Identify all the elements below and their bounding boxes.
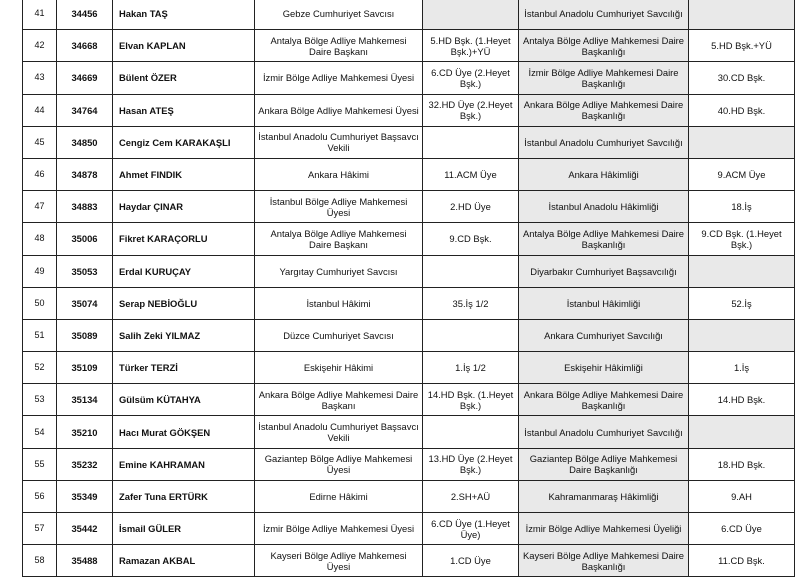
row-number: 46 xyxy=(23,158,57,190)
person-name: Salih Zeki YILMAZ xyxy=(113,319,255,351)
current-post: Edirne Hâkimi xyxy=(255,480,423,512)
current-role: 6.CD Üye (2.Heyet Bşk.) xyxy=(423,62,519,94)
current-role xyxy=(423,126,519,158)
table-row xyxy=(23,30,795,62)
new-post: İzmir Bölge Adliye Mahkemesi Üyeliği xyxy=(519,513,689,545)
new-role xyxy=(689,319,795,351)
current-post: İstanbul Hâkimi xyxy=(255,287,423,319)
row-number: 48 xyxy=(23,223,57,255)
row-number: 45 xyxy=(23,126,57,158)
current-role xyxy=(423,255,519,287)
registry-number: 35053 xyxy=(57,255,113,287)
row-number: 55 xyxy=(23,448,57,480)
current-post: Ankara Hâkimi xyxy=(255,158,423,190)
person-name: İsmail GÜLER xyxy=(113,513,255,545)
person-name: Haydar ÇINAR xyxy=(113,191,255,223)
new-post: Eskişehir Hâkimliği xyxy=(519,352,689,384)
current-post: Ankara Bölge Adliye Mahkemesi Üyesi xyxy=(255,94,423,126)
person-name: Zafer Tuna ERTÜRK xyxy=(113,480,255,512)
registry-number: 35349 xyxy=(57,480,113,512)
current-post: Yargıtay Cumhuriyet Savcısı xyxy=(255,255,423,287)
new-post: Diyarbakır Cumhuriyet Başsavcılığı xyxy=(519,255,689,287)
table-row xyxy=(23,513,795,545)
table-row xyxy=(23,223,795,255)
current-role: 14.HD Bşk. (1.Heyet Bşk.) xyxy=(423,384,519,416)
row-number: 54 xyxy=(23,416,57,448)
current-post: Antalya Bölge Adliye Mahkemesi Daire Başkanı xyxy=(255,30,423,62)
person-name: Bülent ÖZER xyxy=(113,62,255,94)
new-role: 40.HD Bşk. xyxy=(689,94,795,126)
new-role: 9.CD Bşk. (1.Heyet Bşk.) xyxy=(689,223,795,255)
registry-number: 35232 xyxy=(57,448,113,480)
table-row xyxy=(23,352,795,384)
table-row xyxy=(23,126,795,158)
registry-number: 35134 xyxy=(57,384,113,416)
row-number: 47 xyxy=(23,191,57,223)
registry-number: 34850 xyxy=(57,126,113,158)
registry-number: 34764 xyxy=(57,94,113,126)
new-role: 9.ACM Üye xyxy=(689,158,795,190)
new-role: 9.AH xyxy=(689,480,795,512)
current-post: İstanbul Anadolu Cumhuriyet Başsavcı Vekili xyxy=(255,416,423,448)
new-role: 30.CD Bşk. xyxy=(689,62,795,94)
new-role xyxy=(689,255,795,287)
current-role: 6.CD Üye (1.Heyet Üye) xyxy=(423,513,519,545)
new-post: Antalya Bölge Adliye Mahkemesi Daire Başkanlığı xyxy=(519,30,689,62)
current-post: İstanbul Bölge Adliye Mahkemesi Üyesi xyxy=(255,191,423,223)
person-name: Türker TERZİ xyxy=(113,352,255,384)
person-name: Gülsüm KÜTAHYA xyxy=(113,384,255,416)
table-row xyxy=(23,480,795,512)
table-row xyxy=(23,62,795,94)
table-row xyxy=(23,319,795,351)
registry-number: 34878 xyxy=(57,158,113,190)
current-post: Gaziantep Bölge Adliye Mahkemesi Üyesi xyxy=(255,448,423,480)
registry-number: 34883 xyxy=(57,191,113,223)
new-role: 14.HD Bşk. xyxy=(689,384,795,416)
current-role: 9.CD Bşk. xyxy=(423,223,519,255)
new-post: Antalya Bölge Adliye Mahkemesi Daire Başkanlığı xyxy=(519,223,689,255)
row-number: 52 xyxy=(23,352,57,384)
current-role: 13.HD Üye (2.Heyet Bşk.) xyxy=(423,448,519,480)
registry-number: 35006 xyxy=(57,223,113,255)
row-number: 49 xyxy=(23,255,57,287)
new-post: Kahramanmaraş Hâkimliği xyxy=(519,480,689,512)
new-post: İstanbul Anadolu Cumhuriyet Savcılığı xyxy=(519,126,689,158)
new-post: İstanbul Anadolu Hâkimliği xyxy=(519,191,689,223)
table-row xyxy=(23,158,795,190)
current-post: Eskişehir Hâkimi xyxy=(255,352,423,384)
new-role: 6.CD Üye xyxy=(689,513,795,545)
person-name: Erdal KURUÇAY xyxy=(113,255,255,287)
new-role: 5.HD Bşk.+YÜ xyxy=(689,30,795,62)
table-row xyxy=(23,384,795,416)
new-role xyxy=(689,126,795,158)
current-post: Ankara Bölge Adliye Mahkemesi Daire Başkanı xyxy=(255,384,423,416)
row-number: 44 xyxy=(23,94,57,126)
person-name: Fikret KARAÇORLU xyxy=(113,223,255,255)
current-role: 32.HD Üye (2.Heyet Bşk.) xyxy=(423,94,519,126)
person-name: Hakan TAŞ xyxy=(113,0,255,30)
person-name: Elvan KAPLAN xyxy=(113,30,255,62)
table-row xyxy=(23,545,795,577)
new-role: 11.CD Bşk. xyxy=(689,545,795,577)
appointment-table xyxy=(22,0,795,577)
row-number: 53 xyxy=(23,384,57,416)
new-role: 52.İş xyxy=(689,287,795,319)
registry-number: 35442 xyxy=(57,513,113,545)
registry-number: 35074 xyxy=(57,287,113,319)
row-number: 41 xyxy=(23,0,57,30)
current-role xyxy=(423,416,519,448)
registry-number: 34669 xyxy=(57,62,113,94)
person-name: Ramazan AKBAL xyxy=(113,545,255,577)
current-post: Antalya Bölge Adliye Mahkemesi Daire Başkanı xyxy=(255,223,423,255)
current-role: 35.İş 1/2 xyxy=(423,287,519,319)
current-role: 5.HD Bşk. (1.Heyet Bşk.)+YÜ xyxy=(423,30,519,62)
current-role: 2.HD Üye xyxy=(423,191,519,223)
person-name: Emine KAHRAMAN xyxy=(113,448,255,480)
table-row xyxy=(23,191,795,223)
current-role: 11.ACM Üye xyxy=(423,158,519,190)
person-name: Hasan ATEŞ xyxy=(113,94,255,126)
current-post: Kayseri Bölge Adliye Mahkemesi Üyesi xyxy=(255,545,423,577)
new-post: İstanbul Anadolu Cumhuriyet Savcılığı xyxy=(519,416,689,448)
current-role xyxy=(423,319,519,351)
current-post: İstanbul Anadolu Cumhuriyet Başsavcı Vekili xyxy=(255,126,423,158)
new-post: Ankara Bölge Adliye Mahkemesi Daire Başkanlığı xyxy=(519,384,689,416)
new-role xyxy=(689,0,795,30)
current-post: Düzce Cumhuriyet Savcısı xyxy=(255,319,423,351)
new-role: 18.HD Bşk. xyxy=(689,448,795,480)
new-post: Ankara Cumhuriyet Savcılığı xyxy=(519,319,689,351)
current-role: 2.SH+AÜ xyxy=(423,480,519,512)
person-name: Hacı Murat GÖKŞEN xyxy=(113,416,255,448)
table-row xyxy=(23,448,795,480)
current-role: 1.İş 1/2 xyxy=(423,352,519,384)
table-body xyxy=(23,0,795,577)
registry-number: 35089 xyxy=(57,319,113,351)
person-name: Ahmet FINDIK xyxy=(113,158,255,190)
row-number: 51 xyxy=(23,319,57,351)
current-post: İzmir Bölge Adliye Mahkemesi Üyesi xyxy=(255,62,423,94)
table-row xyxy=(23,416,795,448)
new-role: 1.İş xyxy=(689,352,795,384)
current-post: Gebze Cumhuriyet Savcısı xyxy=(255,0,423,30)
new-post: İstanbul Anadolu Cumhuriyet Savcılığı xyxy=(519,0,689,30)
row-number: 57 xyxy=(23,513,57,545)
row-number: 56 xyxy=(23,480,57,512)
row-number: 50 xyxy=(23,287,57,319)
new-post: Ankara Bölge Adliye Mahkemesi Daire Başkanlığı xyxy=(519,94,689,126)
current-post: İzmir Bölge Adliye Mahkemesi Üyesi xyxy=(255,513,423,545)
row-number: 43 xyxy=(23,62,57,94)
table-row xyxy=(23,287,795,319)
row-number: 42 xyxy=(23,30,57,62)
new-post: Ankara Hâkimliği xyxy=(519,158,689,190)
registry-number: 35488 xyxy=(57,545,113,577)
new-post: Kayseri Bölge Adliye Mahkemesi Daire Başkanlığı xyxy=(519,545,689,577)
new-post: Gaziantep Bölge Adliye Mahkemesi Daire Başkanlığı xyxy=(519,448,689,480)
registry-number: 34456 xyxy=(57,0,113,30)
current-role: 1.CD Üye xyxy=(423,545,519,577)
registry-number: 35210 xyxy=(57,416,113,448)
new-role xyxy=(689,416,795,448)
new-post: İstanbul Hâkimliği xyxy=(519,287,689,319)
table-row xyxy=(23,255,795,287)
person-name: Cengiz Cem KARAKAŞLI xyxy=(113,126,255,158)
row-number: 58 xyxy=(23,545,57,577)
new-role: 18.İş xyxy=(689,191,795,223)
person-name: Serap NEBİOĞLU xyxy=(113,287,255,319)
table-row xyxy=(23,0,795,30)
registry-number: 35109 xyxy=(57,352,113,384)
current-role xyxy=(423,0,519,30)
registry-number: 34668 xyxy=(57,30,113,62)
table-row xyxy=(23,94,795,126)
new-post: İzmir Bölge Adliye Mahkemesi Daire Başkanlığı xyxy=(519,62,689,94)
